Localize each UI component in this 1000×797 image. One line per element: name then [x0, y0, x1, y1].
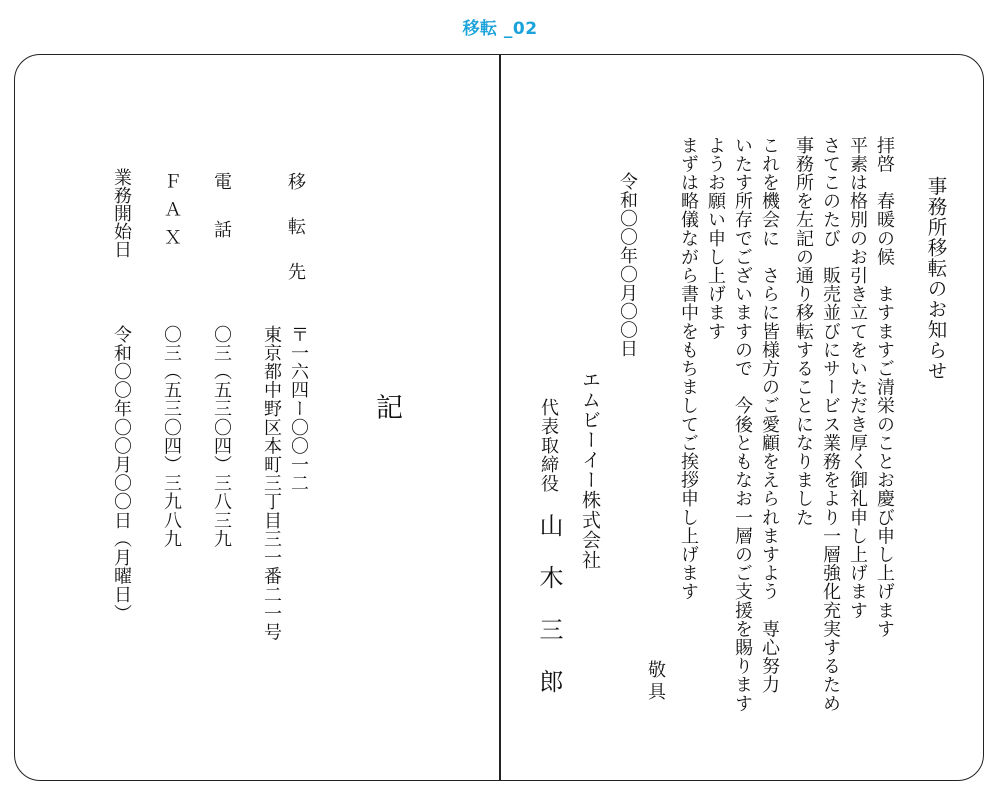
start-date: 令和〇〇年〇〇月〇〇日（月曜日）	[111, 325, 132, 623]
fold-line	[499, 54, 501, 781]
body-line: いたす所存でございますので 今後ともなお一層のご支援を賜ります	[732, 136, 753, 713]
letter-title: 事務所移転のお知らせ	[924, 176, 948, 381]
postal-code: 〒一六四ー〇〇一二	[288, 325, 309, 493]
fax-label: ＦＡＸ	[161, 172, 182, 256]
start-label: 業務開始日	[111, 168, 132, 258]
body-line: ようお願い申し上げます	[705, 136, 726, 341]
page-tag: 移転 _02	[462, 19, 538, 39]
address: 東京都中野区本町三丁目三一番二一号	[261, 325, 282, 642]
representative-title: 代表取締役	[538, 398, 559, 493]
body-line: これを機会に さらに皆様方のご愛顧をえられますよう 専心努力	[759, 136, 780, 694]
body-line: 拝啓 春暖の候 ますますご清栄のことお慶び申し上げます	[874, 136, 895, 639]
letter-date: 令和〇〇年〇月〇〇日	[617, 172, 638, 358]
representative-name: 山木三郎	[535, 513, 563, 721]
phone-number: 〇三（五三〇四）三八三九	[211, 325, 232, 549]
fax-number: 〇三（五三〇四）三九八九	[161, 325, 182, 549]
ki-heading: 記	[376, 393, 403, 424]
body-line: 事務所を左記の通り移転することになりました	[793, 136, 814, 527]
address-label: 移転先	[285, 172, 306, 307]
body-line: さてこのたび 販売並びにサービス業務をより一層強化充実するため	[820, 136, 841, 713]
phone-label: 電話	[211, 172, 232, 268]
body-line: 平素は格別のお引き立てをいただき厚く御礼申し上げます	[847, 136, 868, 620]
company-name: エムビーイー株式会社	[579, 370, 601, 570]
closing-keigu: 敬具	[645, 660, 666, 704]
body-line: まずは略儀ながら書中をもちましてご挨拶申し上げます	[678, 136, 699, 601]
